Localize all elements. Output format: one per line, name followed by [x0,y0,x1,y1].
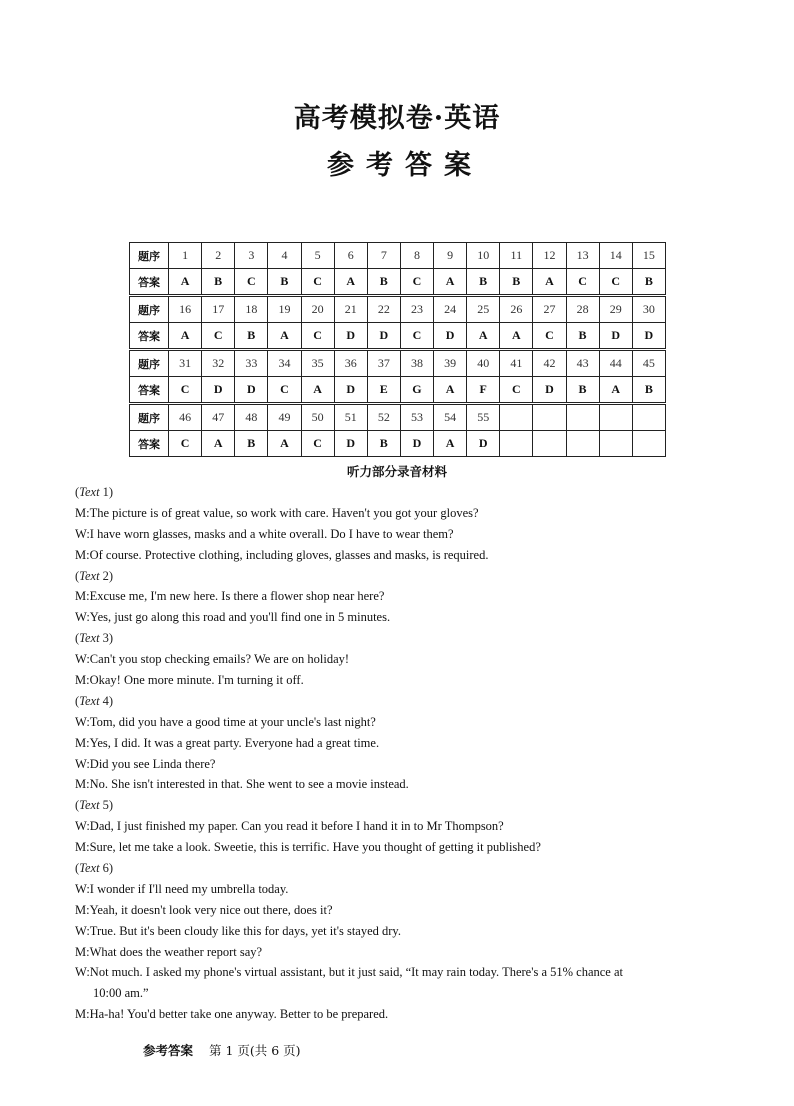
footer-page-number: 第 1 页(共 6 页) [209,1043,301,1058]
answer-cell: B [566,323,599,350]
question-number-cell: 43 [566,350,599,377]
dialogue-line: W:I wonder if I'll need my umbrella today. [75,881,289,896]
row-label-answer: 答案 [130,323,169,350]
question-number-cell: 42 [533,350,566,377]
answer-cell [566,431,599,457]
row-label-answer: 答案 [130,269,169,296]
answer-cell: A [334,269,367,296]
answer-cell: A [599,377,632,404]
text-heading-label: Text [79,798,100,813]
answer-row [130,269,666,296]
text-heading-number: 2) [99,568,114,583]
question-number-cell: 28 [566,296,599,323]
dialogue-line: 10:00 am.” [93,986,149,1001]
answer-cell: C [301,269,334,296]
question-number-row [130,404,666,431]
dialogue-line: M:Excuse me, I'm new here. Is there a flower shop near here? [75,589,385,604]
question-number-cell: 24 [434,296,467,323]
text-heading-number: 6) [99,861,114,876]
question-number-cell: 1 [169,243,202,269]
text-heading-number: 3) [99,631,114,646]
answer-cell: A [268,323,301,350]
text-heading [75,566,725,587]
question-number-cell: 38 [400,350,433,377]
answer-cell: A [169,269,202,296]
text-heading [75,795,725,816]
answer-cell: C [599,269,632,296]
question-number-row [130,350,666,377]
dialogue-line: M:The picture is of great value, so work with care. Haven't you got your gloves? [75,505,479,520]
answer-cell: B [467,269,500,296]
dialogue-line: M:Okay! One more minute. I'm turning it off. [75,673,304,688]
answer-cell: D [599,323,632,350]
answer-cell: D [400,431,433,457]
answer-cell: B [367,269,400,296]
dialogue-line: W:Dad, I just finished my paper. Can you read it before I hand it in to Mr Thompson? [75,819,504,834]
question-number-cell: 22 [367,296,400,323]
dialogue-line: W:Can't you stop checking emails? We are on holiday! [75,652,350,667]
text-heading-label: Text [79,861,100,876]
text-heading-paren: ( [75,798,80,813]
answer-cell: G [400,377,433,404]
answer-cell: C [500,377,533,404]
question-number-cell: 4 [268,243,301,269]
question-number-cell [632,404,665,431]
question-number-cell: 23 [400,296,433,323]
answer-cell [533,431,566,457]
answer-cell: B [632,377,665,404]
question-number-cell: 13 [566,243,599,269]
answer-cell [599,431,632,457]
answer-row [130,377,666,404]
answer-cell: B [235,323,268,350]
dialogue-line: M:What does the weather report say? [75,944,263,959]
question-number-cell: 40 [467,350,500,377]
text-heading-paren: ( [75,631,80,646]
answer-cell: C [235,269,268,296]
dialogue-line: W:Tom, did you have a good time at your uncle's last night? [75,714,376,729]
question-number-cell: 48 [235,404,268,431]
question-number-cell [566,404,599,431]
answer-cell: C [400,323,433,350]
question-number-cell: 34 [268,350,301,377]
answer-cell: A [434,269,467,296]
question-number-cell: 50 [301,404,334,431]
question-number-cell: 31 [169,350,202,377]
question-number-cell: 8 [400,243,433,269]
answer-cell: D [367,323,400,350]
text-heading-paren: ( [75,861,80,876]
question-number-cell: 15 [632,243,665,269]
answer-cell: C [301,431,334,457]
text-heading-label: Text [79,485,100,499]
answer-cell: D [533,377,566,404]
question-number-cell: 3 [235,243,268,269]
answer-cell: C [202,323,235,350]
answer-cell: B [235,431,268,457]
answer-cell: C [268,377,301,404]
text-heading-number: 1) [99,485,114,499]
answer-cell: D [334,377,367,404]
question-number-cell: 29 [599,296,632,323]
answer-cell: D [467,431,500,457]
answer-cell: D [202,377,235,404]
answer-cell: C [566,269,599,296]
text-heading-label: Text [79,568,100,583]
answer-row [130,323,666,350]
question-number-cell: 44 [599,350,632,377]
question-number-cell: 45 [632,350,665,377]
answer-cell: B [632,269,665,296]
answer-row [130,431,666,457]
answer-cell: C [400,269,433,296]
answer-cell: D [334,323,367,350]
answer-cell: A [434,377,467,404]
text-heading-number: 4) [99,693,114,708]
question-number-cell: 39 [434,350,467,377]
question-number-cell [533,404,566,431]
answer-cell: C [169,377,202,404]
question-number-cell: 12 [533,243,566,269]
answer-cell: B [202,269,235,296]
answer-cell: E [367,377,400,404]
dialogue-line: M:No. She isn't interested in that. She went to see a movie instead. [75,777,409,792]
question-number-cell: 20 [301,296,334,323]
dialogue-line: M:Sure, let me take a look. Sweetie, this is terrific. Have you thought of getting it published? [75,840,541,855]
question-number-cell: 35 [301,350,334,377]
question-number-cell: 10 [467,243,500,269]
answer-cell: A [268,431,301,457]
question-number-cell: 55 [467,404,500,431]
dialogue-line: W:True. But it's been cloudy like this for days, yet it's stayed dry. [75,923,401,938]
dialogue-line: W:I have worn glasses, masks and a white overall. Do I have to wear them? [75,526,454,541]
answer-cell: F [467,377,500,404]
question-number-cell: 47 [202,404,235,431]
text-heading-paren: ( [75,693,80,708]
row-label-answer: 答案 [130,377,169,404]
row-label-answer: 答案 [130,431,169,457]
question-number-cell: 26 [500,296,533,323]
text-heading-paren: ( [75,485,80,499]
answer-cell: D [235,377,268,404]
question-number-cell: 21 [334,296,367,323]
text-heading-label: Text [79,631,100,646]
question-number-cell: 9 [434,243,467,269]
answer-cell: D [334,431,367,457]
answer-cell: B [367,431,400,457]
question-number-cell: 17 [202,296,235,323]
dialogue-line: M:Ha-ha! You'd better take one anyway. Better to be prepared. [75,1007,389,1022]
answer-cell: C [301,323,334,350]
dialogue-line: M:Yes, I did. It was a great party. Everyone had a great time. [75,735,380,750]
page-subtitle: 参考答案 [327,150,483,181]
question-number-cell: 37 [367,350,400,377]
answer-cell: A [467,323,500,350]
question-number-cell: 51 [334,404,367,431]
text-heading-number: 5) [99,798,114,813]
question-number-cell: 52 [367,404,400,431]
answer-cell: A [500,323,533,350]
row-label-question: 题序 [130,243,169,269]
dialogue-line: W:Not much. I asked my phone's virtual assistant, but it just said, “It may rain today. There's a 51% chance at [75,965,623,980]
answer-cell: A [301,377,334,404]
answer-cell: A [434,431,467,457]
row-label-question: 题序 [130,350,169,377]
question-number-cell: 49 [268,404,301,431]
row-label-question: 题序 [130,404,169,431]
question-number-cell: 7 [367,243,400,269]
question-number-cell: 36 [334,350,367,377]
footer-label: 参考答案 [143,1043,194,1058]
question-number-cell [599,404,632,431]
dialogue-line: M:Of course. Protective clothing, including gloves, glasses and masks, is required. [75,547,489,562]
question-number-cell: 11 [500,243,533,269]
question-number-cell: 18 [235,296,268,323]
question-number-cell: 54 [434,404,467,431]
text-heading-paren: ( [75,568,80,583]
answer-cell: B [500,269,533,296]
answer-cell [500,431,533,457]
listening-section-title: 听力部分录音材料 [346,464,447,479]
answer-cell: C [533,323,566,350]
question-number-cell: 46 [169,404,202,431]
question-number-cell: 33 [235,350,268,377]
question-number-cell [500,404,533,431]
question-number-cell: 2 [202,243,235,269]
question-number-cell: 5 [301,243,334,269]
answer-cell: B [268,269,301,296]
text-heading [75,628,725,649]
question-number-cell: 6 [334,243,367,269]
answer-cell: D [632,323,665,350]
text-heading [75,858,725,879]
answer-cell: A [533,269,566,296]
answer-cell: B [566,377,599,404]
question-number-cell: 41 [500,350,533,377]
row-label-question: 题序 [130,296,169,323]
question-number-cell: 27 [533,296,566,323]
answer-cell: A [169,323,202,350]
dialogue-line: W:Yes, just go along this road and you'll find one in 5 minutes. [75,610,391,625]
answer-cell: A [202,431,235,457]
dialogue-line: M:Yeah, it doesn't look very nice out there, does it? [75,902,333,917]
text-heading [75,482,725,503]
answer-cell: C [169,431,202,457]
text-heading-label: Text [79,693,100,708]
text-heading [75,691,725,712]
question-number-cell: 25 [467,296,500,323]
question-number-row [130,296,666,323]
question-number-cell: 14 [599,243,632,269]
dialogue-line: W:Did you see Linda there? [75,756,216,771]
listening-transcript [75,482,725,1025]
answer-table [129,242,666,457]
question-number-row [130,243,666,269]
page-title: 高考模拟卷·英语 [293,103,501,134]
answer-cell [632,431,665,457]
question-number-cell: 32 [202,350,235,377]
page-footer [143,1041,301,1059]
answer-cell: D [434,323,467,350]
question-number-cell: 30 [632,296,665,323]
question-number-cell: 16 [169,296,202,323]
question-number-cell: 53 [400,404,433,431]
question-number-cell: 19 [268,296,301,323]
